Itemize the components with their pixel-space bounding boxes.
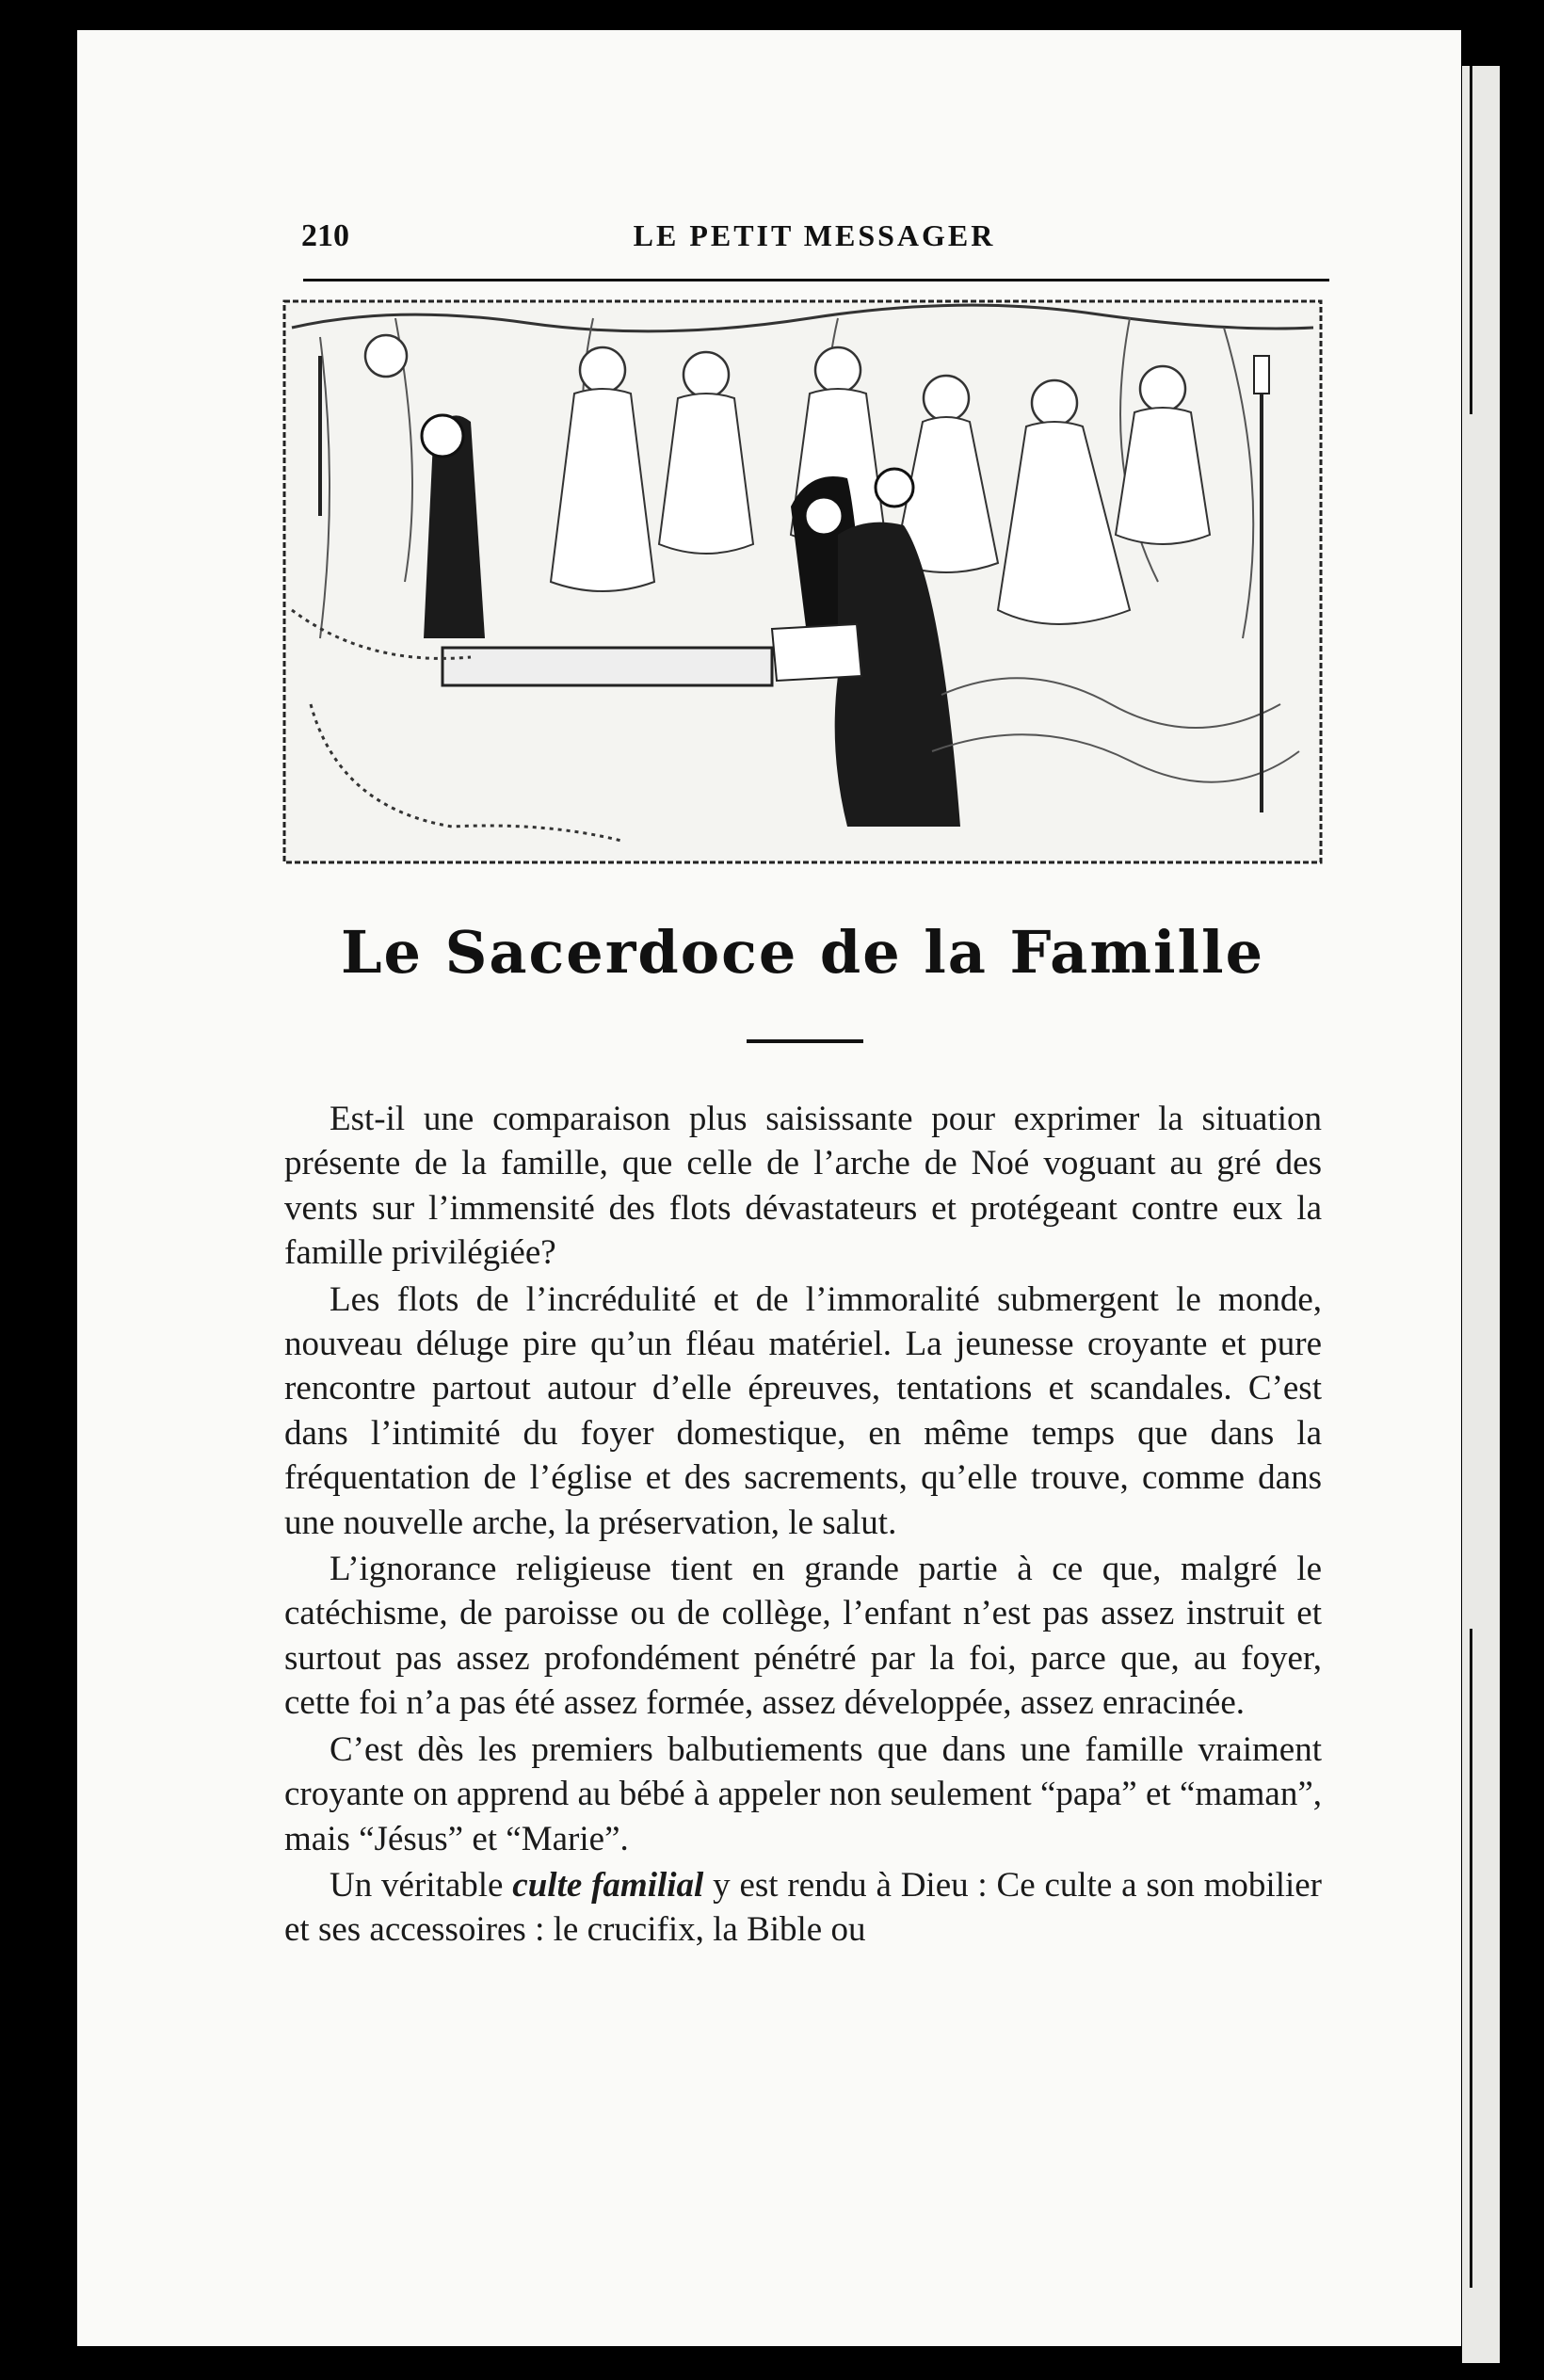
page-number: 210 [301,218,349,253]
paragraph [284,1863,1322,1953]
running-head [301,218,1327,264]
paragraph: C’est dès les premiers balbutiements que dans une famille vraiment croyante on apprend au bébé à appeler non seulement “papa” et “maman”, mais “Jésus” et “Marie”. [284,1729,1322,1858]
journal-title: LE PETIT MESSAGER [633,218,996,252]
article-title: Le Sacerdoce de la Famille [340,918,1265,987]
emphasis-culte-familial: culte familial [512,1865,704,1905]
article-body [284,1097,1322,1953]
paragraph-text: Un véritable [330,1865,513,1905]
paragraph: L’ignorance religieuse tient en grande partie à ce que, malgré le catéchisme, de paroisse ou de collège, l’enfant n’est pas assez instruit et surtout pas assez profondément pénétré par la foi, parce que, au foyer, cette foi n’a pas été assez formée, assez développée, assez enracinée. [284,1550,1322,1723]
paragraph-text: y est rendu à Dieu : Ce culte a son mobilier et ses accessoires : le crucifix, la Bible ou [284,1865,1322,1950]
paragraph: Est-il une comparaison plus saisissante pour exprimer la situation présente de la famille, que celle de l’arche de Noé voguant au gré des vents sur l’immensité des flots dévastateurs et protégeant contre eux la famille privilégiée? [284,1100,1322,1273]
illustration-priest-family-angels-altar [282,299,1323,864]
title-rule [747,1039,863,1043]
paragraph: Les flots de l’incrédulité et de l’immoralité submergent le monde, nouveau déluge pire qu’un fléau matériel. La jeunesse croyante et pure rencontre partout autour d’elle épreuves, tentations et scandales. C’est dans l’intimité du foyer domestique, en même temps que dans la fréquentation de l’église et des sacrements, qu’elle trouve, comme dans une nouvelle arche, la préservation, le salut. [284,1279,1322,1542]
header-rule [303,279,1329,281]
facing-page-edge [1462,66,1500,2363]
